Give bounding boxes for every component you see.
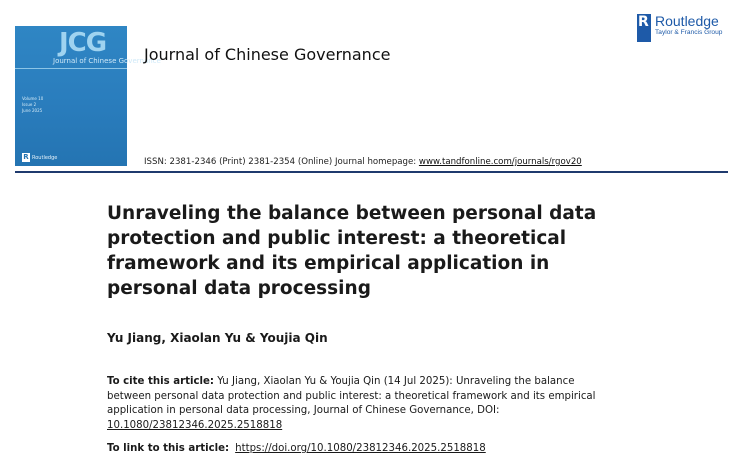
citation-text: Yu Jiang, Xiaolan Yu & Youjia Qin (14 Jul 2025): Unraveling the balance between personal data protection and public interest: a theoretical framework and its empirical application in personal data processing, Journal of Chinese Governance, DOI:: [107, 376, 596, 416]
journal-name: Journal of Chinese Governance: [144, 45, 391, 64]
journal-homepage-link[interactable]: www.tandfonline.com/journals/rgov20: [418, 157, 582, 167]
cover-divider: [15, 68, 127, 69]
citation-block: [107, 375, 617, 433]
header-divider: [15, 171, 728, 173]
article-authors: Yu Jiang, Xiaolan Yu & Youjia Qin: [107, 331, 328, 345]
cover-publisher: [22, 153, 57, 162]
issn-text: ISSN: 2381-2346 (Print) 2381-2354 (Online) Journal homepage:: [144, 157, 419, 167]
citation-doi-link[interactable]: 10.1080/23812346.2025.2518818: [107, 419, 283, 431]
publisher-name: Routledge: [655, 13, 719, 29]
link-label: To link to this article:: [107, 443, 230, 454]
publisher-group: Taylor & Francis Group: [655, 29, 723, 36]
cover-routledge-icon: R: [23, 153, 29, 161]
cover-publisher-text: Routledge: [32, 154, 58, 161]
cover-logo: JCG: [59, 28, 107, 58]
article-title: Unraveling the balance between personal data protection and public interest: a theoretical framework and its empirical application in personal data processing: [107, 203, 597, 299]
routledge-icon: R: [637, 14, 651, 42]
journal-cover-image: [15, 26, 161, 166]
citation-label: To cite this article:: [107, 376, 214, 387]
routledge-logo: [637, 14, 722, 42]
article-doi-link[interactable]: https://doi.org/10.1080/23812346.2025.2518818: [235, 443, 486, 454]
cover-date: June 2025: [22, 108, 43, 113]
cover-issue-info: [22, 96, 43, 114]
article-link-line: [107, 443, 486, 454]
cover-issue: Issue 2: [22, 102, 37, 107]
cover-volume: Volume 10: [22, 96, 44, 101]
issn-line: [144, 157, 582, 167]
cover-subtitle: Journal of Chinese Governance: [53, 57, 161, 65]
